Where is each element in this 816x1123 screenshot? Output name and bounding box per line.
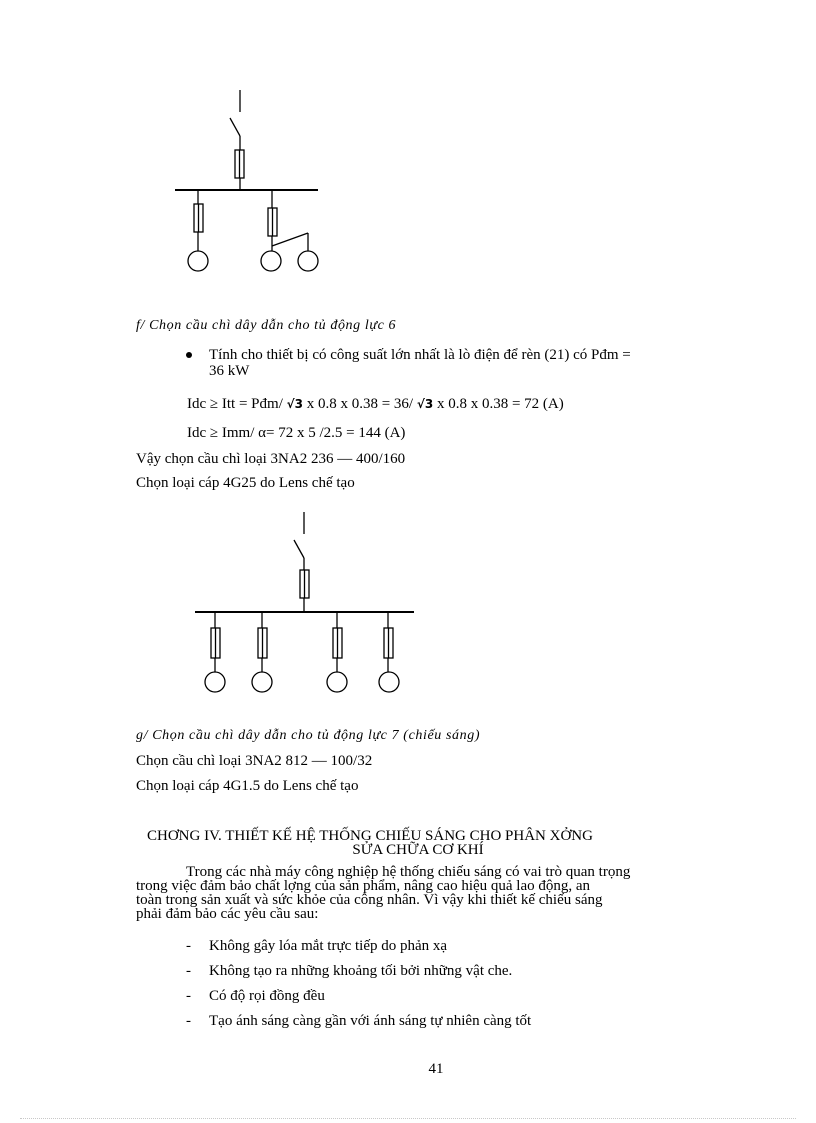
formula-1-itt: Itt = Pđm/ [221, 396, 283, 412]
formula-1-result: x 0.8 x 0.38 = 72 (A) [436, 396, 564, 412]
requirement-item: Tạo ánh sáng càng gần với ánh sáng tự nhiên càng tốt [209, 1013, 532, 1029]
dash-marker: - [186, 963, 191, 979]
page-number: 41 [428, 1061, 444, 1077]
section-g-cable-choice: Chọn loại cáp 4G1.5 do Lens chế tạo [136, 778, 359, 794]
section-f-heading: f/ Chọn cầu chì dây dẫn cho tủ động lực 6 [136, 318, 397, 333]
intro-paragraph-line-4: phải đảm bảo các yêu cầu sau: [136, 906, 319, 922]
dash-marker: - [186, 938, 191, 954]
formula-2 [187, 424, 405, 442]
formula-1-mid: x 0.8 x 0.38 = 36/ [306, 396, 414, 412]
section-f-bullet-line-2: 36 kW [209, 363, 250, 379]
alpha-symbol: α [258, 425, 266, 441]
sqrt3-symbol: √3 [416, 397, 434, 411]
sqrt3-symbol: √3 [286, 397, 303, 411]
formula-2-idc: Idc [187, 425, 207, 441]
dash-marker: - [186, 988, 191, 1004]
formula-1-idc: Idc [187, 396, 207, 412]
page-bottom-divider [20, 1118, 796, 1119]
formula-2-result: = 72 x 5 /2.5 = 144 (A) [266, 425, 406, 441]
intro-paragraph-line-2: trong việc đảm bảo chất lợng của sản phẩm, nâng cao hiệu quả lao động, an [136, 878, 591, 894]
section-f-cable-choice: Chọn loại cáp 4G25 do Lens chế tạo [136, 475, 355, 491]
intro-paragraph-line-1: Trong các nhà máy công nghiệp hệ thống chiếu sáng có vai trò quan trọng [186, 864, 631, 880]
section-g-heading: g/ Chọn cầu chì dây dẫn cho tủ động lực 7 (chiếu sáng) [136, 728, 481, 743]
bullet-dot [186, 352, 192, 358]
chapter-title-line-2: SỬA CHỮA CƠ KHÍ [352, 842, 484, 858]
greater-equal-symbol: ≥ [209, 425, 219, 441]
formula-2-imm: Imm/ [221, 425, 255, 441]
dash-marker: - [186, 1013, 191, 1029]
requirement-item: Có độ rọi đồng đều [209, 988, 325, 1004]
chapter-title-line-1: CHƠNG IV. THIẾT KẾ HỆ THỐNG CHIẾU SÁNG CHO PHÂN XỞNG [147, 828, 593, 844]
greater-equal-symbol: ≥ [209, 396, 219, 412]
section-f-bullet-line-1: Tính cho thiết bị có công suất lớn nhất là lò điện để rèn (21) có Pđm = [209, 347, 631, 363]
section-g-fuse-choice: Chọn cầu chì loại 3NA2 812 — 100/32 [136, 753, 373, 769]
intro-paragraph-line-3: toàn trong sản xuất và sức khỏe của công nhân. Vì vậy khi thiết kế chiếu sáng [136, 892, 603, 908]
requirement-item: Không gây lóa mắt trực tiếp do phản xạ [209, 938, 448, 954]
requirement-item: Không tạo ra những khoảng tối bởi những vật che. [209, 963, 513, 979]
formula-1 [187, 395, 564, 413]
section-f-fuse-choice: Vậy chọn cầu chì loại 3NA2 236 — 400/160 [136, 451, 406, 467]
